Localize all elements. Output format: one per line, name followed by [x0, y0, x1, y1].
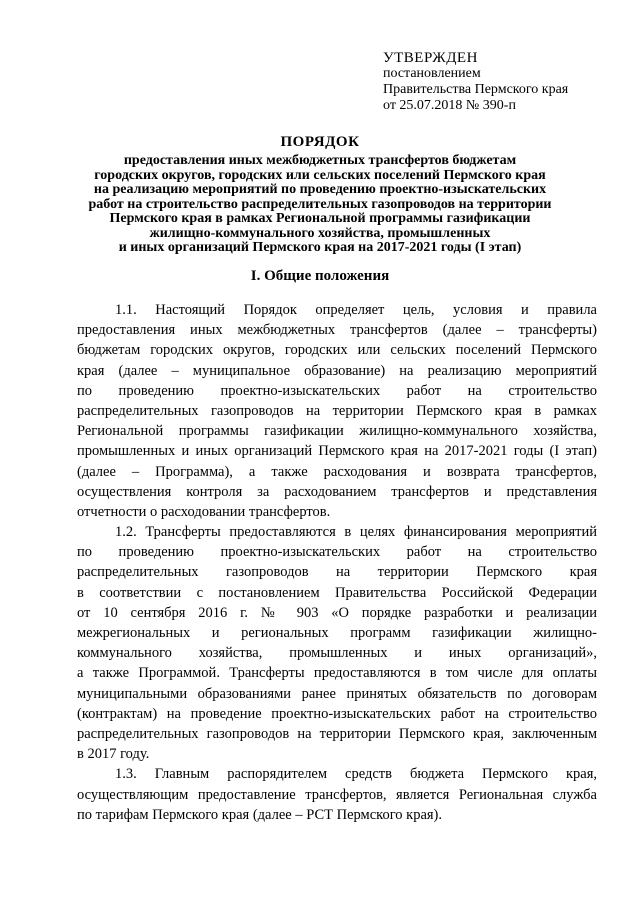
- paragraph-line: муниципальными образованиями ранее принятых обязательств по договорам: [77, 685, 597, 702]
- paragraph-line: от 10 сентября 2016 г. № 903 «О порядке разработки и реализации: [77, 604, 597, 621]
- section-heading: I. Общие положения: [250, 268, 390, 284]
- paragraph-line: предоставления иных межбюджетных трансфертов (далее – трансферты): [77, 322, 597, 339]
- document-body: [77, 300, 597, 825]
- approval-block: [383, 50, 568, 114]
- subtitle-line: Пермского края в рамках Региональной программы газификации: [109, 211, 531, 226]
- subtitle-line: работ на строительство распределительных газопроводов на территории: [88, 196, 552, 212]
- paragraph-line: 1.1. Настоящий Порядок определяет цель, условия и правила: [115, 302, 597, 318]
- subtitle-line: городских округов, городских или сельских поселений Пермского края: [94, 167, 546, 183]
- document-subtitle: [80, 154, 560, 256]
- paragraph-line: (контрактам) на проведение проектно-изыскательских работ на строительство: [77, 705, 597, 722]
- paragraph-line: (далее – Программа), а также расходования и возврата трансфертов,: [77, 463, 597, 480]
- approval-line: постановлением: [383, 66, 481, 81]
- paragraph-line: по проведению проектно-изыскательских работ на строительство: [77, 544, 597, 561]
- paragraph-line: осуществления контроля за расходованием трансфертов и представления: [77, 483, 597, 500]
- approval-line: от 25.07.2018 № 390-п: [383, 98, 516, 113]
- paragraph-line: а также Программой. Трансферты предоставляются в том числе для оплаты: [77, 665, 597, 682]
- paragraph-line: коммунального хозяйства, промышленных и иных организаций»,: [77, 645, 597, 662]
- subtitle-line: предоставления иных межбюджетных трансфертов бюджетам: [123, 153, 517, 168]
- paragraph-1-3: [77, 764, 597, 825]
- document-title: ПОРЯДОК: [280, 134, 360, 150]
- paragraph-line: межрегиональных и региональных программ газификации жилищно-: [77, 625, 597, 641]
- paragraph-1-1: [77, 300, 597, 522]
- paragraph-line: края (далее – муниципальное образование) на реализацию мероприятий: [77, 362, 597, 379]
- paragraph-line: осуществляющим предоставление трансфертов, является Региональная служба: [77, 786, 597, 803]
- paragraph-line: распределительных газопроводов на территории Пермского края: [77, 564, 597, 581]
- paragraph-line: по проведению проектно-изыскательских работ на строительство: [77, 382, 597, 399]
- paragraph-line: Региональной программы газификации жилищно-коммунального хозяйства,: [77, 423, 597, 440]
- approval-stamp: УТВЕРЖДЕН: [383, 50, 478, 66]
- paragraph-1-2: [77, 522, 597, 764]
- approval-line: Правительства Пермского края: [383, 82, 569, 97]
- paragraph-line: в 2017 году.: [77, 746, 150, 763]
- subtitle-line: на реализацию мероприятий по проведению проектно-изыскательских: [93, 182, 547, 197]
- paragraph-line: распределительных газопроводов на территории Пермского края в рамках: [77, 402, 597, 419]
- subtitle-line: и иных организаций Пермского края на 2017-2021 годы (I этап): [118, 240, 522, 255]
- subtitle-line: жилищно-коммунального хозяйства, промышленных: [149, 225, 491, 241]
- paragraph-line: отчетности о расходовании трансфертов.: [77, 503, 331, 520]
- paragraph-line: 1.3. Главным распорядителем средств бюджета Пермского края,: [115, 766, 597, 783]
- paragraph-line: в соответствии с постановлением Правительства Российской Федерации: [77, 584, 597, 601]
- paragraph-line: промышленных и иных организаций Пермского края на 2017-2021 годы (I этап): [77, 443, 597, 460]
- paragraph-line: распределительных газопроводов на территории Пермского края, заключенным: [77, 725, 597, 742]
- paragraph-line: по тарифам Пермского края (далее – РСТ Пермского края).: [77, 806, 443, 823]
- paragraph-line: бюджетам городских округов, городских или сельских поселений Пермского: [77, 342, 597, 359]
- paragraph-line: 1.2. Трансферты предоставляются в целях финансирования мероприятий: [115, 524, 597, 541]
